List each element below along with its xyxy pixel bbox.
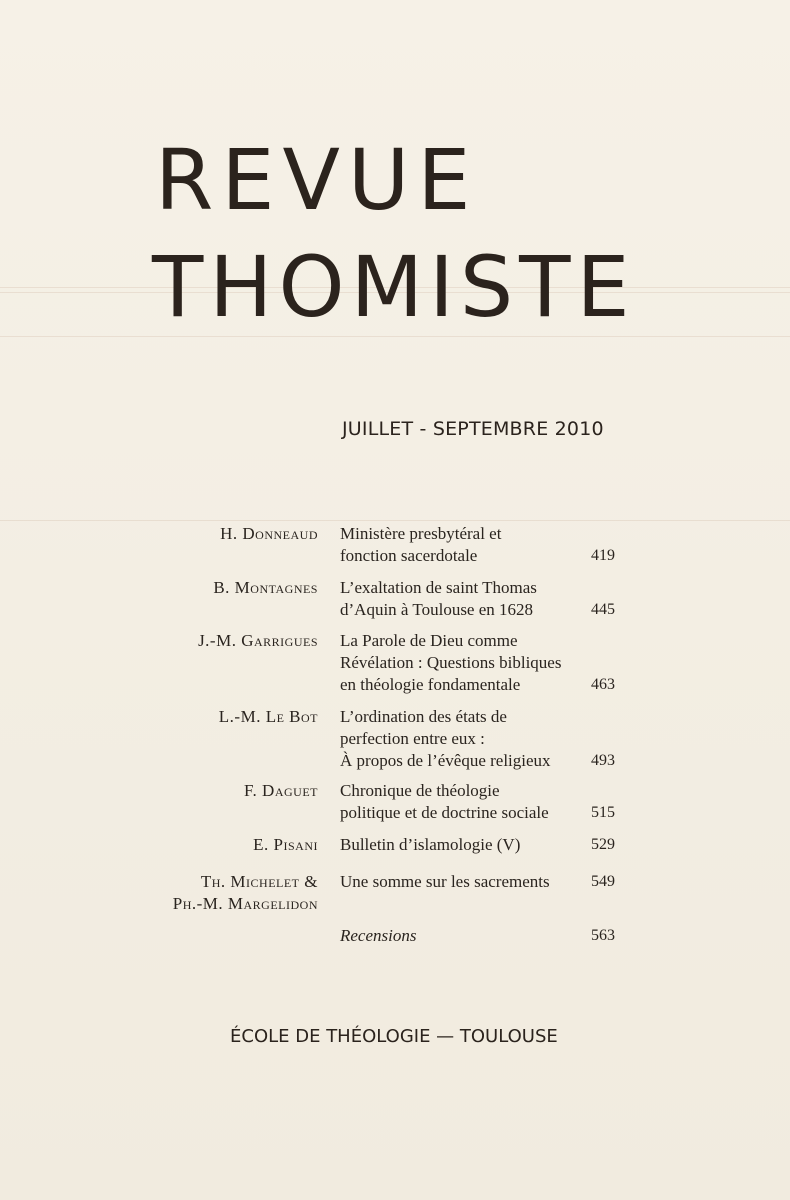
toc-author: J.-M. Garrigues	[198, 631, 318, 650]
toc-author: E. Pisani	[253, 835, 318, 854]
journal-title-line1: REVUE	[155, 131, 479, 229]
toc-article-title: Ministère presbytéral et fonction sacerdotale	[340, 524, 502, 565]
toc-article-title: Chronique de théologie politique et de doctrine sociale	[340, 781, 549, 822]
toc-article-title: Recensions	[340, 926, 417, 945]
toc-author: Th. Michelet & Ph.-M. Margelidon	[172, 872, 318, 913]
toc-article-title: Une somme sur les sacrements	[340, 872, 550, 891]
toc-page-number: 445	[591, 601, 615, 618]
toc-author: B. Montagnes	[213, 578, 318, 597]
issue-date: JUILLET - SEPTEMBRE 2010	[342, 418, 604, 440]
toc-page-number: 463	[591, 676, 615, 693]
toc-article-title: L’exaltation de saint Thomas d’Aquin à Toulouse en 1628	[340, 578, 537, 619]
toc-article-title: L’ordination des états de perfection entre eux : À propos de l’évêque religieux	[340, 707, 551, 770]
toc-page-number: 515	[591, 804, 615, 821]
toc-article-title: La Parole de Dieu comme Révélation : Questions bibliques en théologie fondamentale	[340, 631, 562, 694]
journal-title-line2: THOMISTE	[152, 238, 636, 336]
publisher-footer: ÉCOLE DE THÉOLOGIE — TOULOUSE	[230, 1026, 558, 1047]
toc-page-number: 493	[591, 752, 615, 769]
toc-page-number: 529	[591, 836, 615, 853]
toc-article-title: Bulletin d’islamologie (V)	[340, 835, 521, 854]
toc-page-number: 419	[591, 547, 615, 564]
toc-author: H. Donneaud	[220, 524, 318, 543]
toc-page-number: 563	[591, 927, 615, 944]
toc-author: L.-M. Le Bot	[218, 707, 318, 726]
toc-author: F. Daguet	[243, 781, 318, 800]
toc-page-number: 549	[591, 873, 615, 890]
